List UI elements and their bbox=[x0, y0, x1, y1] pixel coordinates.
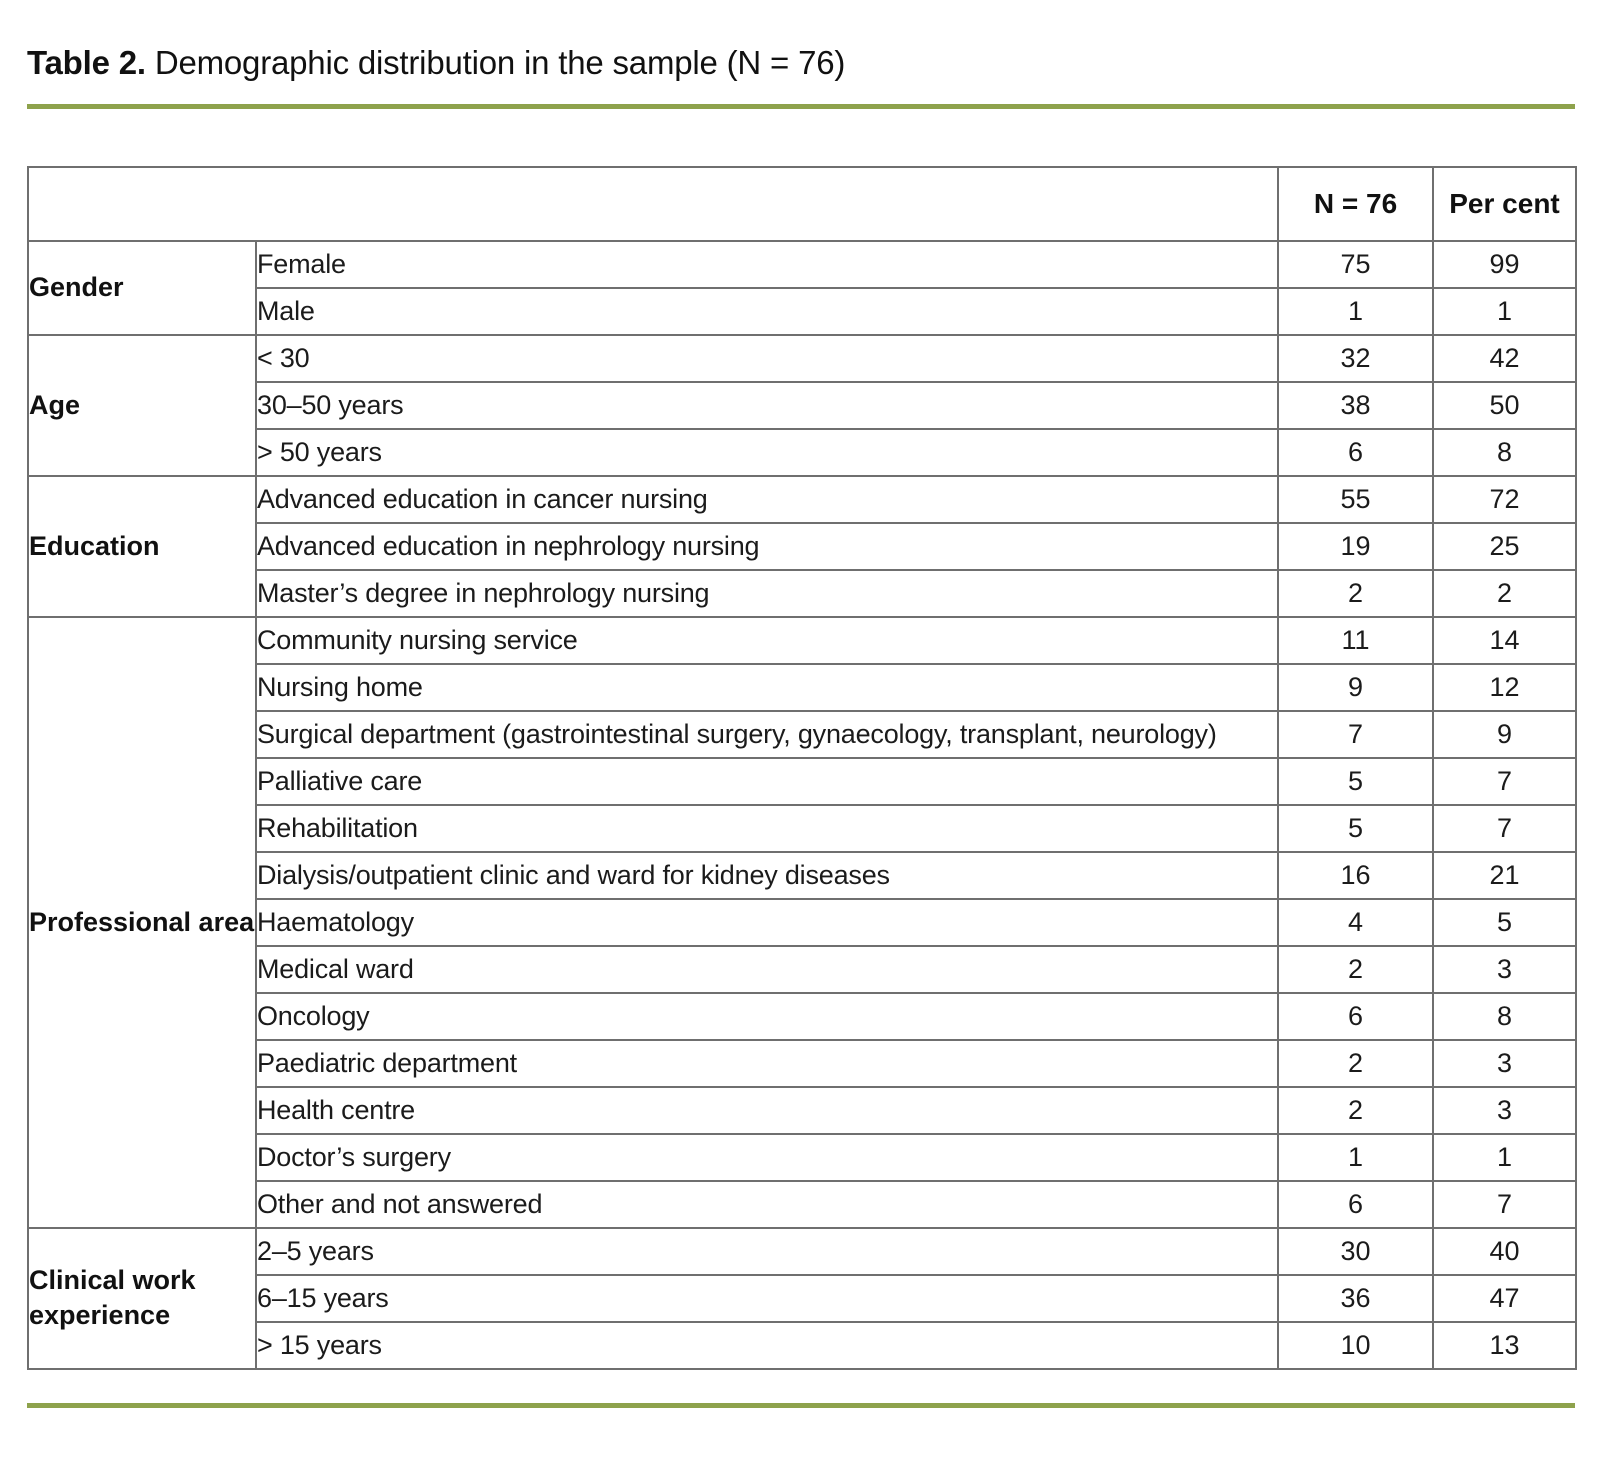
n-value-cell: 2 bbox=[1278, 570, 1433, 617]
row-label-cell: Oncology bbox=[256, 993, 1278, 1040]
table-header-row bbox=[28, 167, 1576, 241]
table-row bbox=[28, 1228, 1576, 1275]
table-title bbox=[27, 44, 1573, 82]
table-row bbox=[28, 899, 1576, 946]
n-value-cell: 6 bbox=[1278, 993, 1433, 1040]
row-label-cell: > 50 years bbox=[256, 429, 1278, 476]
table-row bbox=[28, 1087, 1576, 1134]
percent-value-cell: 2 bbox=[1433, 570, 1576, 617]
header-empty-cell bbox=[28, 167, 1278, 241]
row-label-cell: Nursing home bbox=[256, 664, 1278, 711]
n-value-cell: 7 bbox=[1278, 711, 1433, 758]
table-row bbox=[28, 570, 1576, 617]
percent-value-cell: 50 bbox=[1433, 382, 1576, 429]
n-value-cell: 2 bbox=[1278, 946, 1433, 993]
percent-value-cell: 99 bbox=[1433, 241, 1576, 288]
table-title-label: Table 2. bbox=[27, 44, 146, 81]
percent-value-cell: 25 bbox=[1433, 523, 1576, 570]
table-row bbox=[28, 805, 1576, 852]
bottom-accent-rule bbox=[27, 1403, 1575, 1408]
table-row bbox=[28, 335, 1576, 382]
row-label-cell: 30–50 years bbox=[256, 382, 1278, 429]
percent-value-cell: 12 bbox=[1433, 664, 1576, 711]
top-accent-rule bbox=[27, 104, 1575, 109]
row-label-cell: Surgical department (gastrointestinal surgery, gynaecology, transplant, neurology) bbox=[256, 711, 1278, 758]
category-cell: Education bbox=[28, 476, 256, 617]
percent-value-cell: 42 bbox=[1433, 335, 1576, 382]
n-value-cell: 9 bbox=[1278, 664, 1433, 711]
row-label-cell: Community nursing service bbox=[256, 617, 1278, 664]
percent-value-cell: 8 bbox=[1433, 993, 1576, 1040]
row-label-cell: > 15 years bbox=[256, 1322, 1278, 1369]
row-label-cell: Other and not answered bbox=[256, 1181, 1278, 1228]
percent-value-cell: 9 bbox=[1433, 711, 1576, 758]
category-cell: Professional area bbox=[28, 617, 256, 1228]
page bbox=[0, 44, 1600, 1408]
percent-value-cell: 72 bbox=[1433, 476, 1576, 523]
percent-value-cell: 1 bbox=[1433, 1134, 1576, 1181]
row-label-cell: 6–15 years bbox=[256, 1275, 1278, 1322]
percent-value-cell: 7 bbox=[1433, 805, 1576, 852]
table-row bbox=[28, 1134, 1576, 1181]
row-label-cell: Male bbox=[256, 288, 1278, 335]
column-header-n: N = 76 bbox=[1278, 167, 1433, 241]
percent-value-cell: 5 bbox=[1433, 899, 1576, 946]
percent-value-cell: 47 bbox=[1433, 1275, 1576, 1322]
percent-value-cell: 3 bbox=[1433, 946, 1576, 993]
category-cell: Clinical work experience bbox=[28, 1228, 256, 1369]
n-value-cell: 11 bbox=[1278, 617, 1433, 664]
column-header-percent: Per cent bbox=[1433, 167, 1576, 241]
percent-value-cell: 7 bbox=[1433, 1181, 1576, 1228]
table-row bbox=[28, 664, 1576, 711]
n-value-cell: 16 bbox=[1278, 852, 1433, 899]
table-title-text: Demographic distribution in the sample (N = 76) bbox=[154, 44, 846, 81]
table-row bbox=[28, 852, 1576, 899]
table-row bbox=[28, 429, 1576, 476]
table-row bbox=[28, 241, 1576, 288]
row-label-cell: Master’s degree in nephrology nursing bbox=[256, 570, 1278, 617]
n-value-cell: 5 bbox=[1278, 758, 1433, 805]
table-row bbox=[28, 711, 1576, 758]
table-row bbox=[28, 1322, 1576, 1369]
row-label-cell: Female bbox=[256, 241, 1278, 288]
n-value-cell: 36 bbox=[1278, 1275, 1433, 1322]
row-label-cell: Health centre bbox=[256, 1087, 1278, 1134]
percent-value-cell: 40 bbox=[1433, 1228, 1576, 1275]
table-row bbox=[28, 617, 1576, 664]
row-label-cell: Medical ward bbox=[256, 946, 1278, 993]
row-label-cell: 2–5 years bbox=[256, 1228, 1278, 1275]
table-row bbox=[28, 1040, 1576, 1087]
n-value-cell: 6 bbox=[1278, 429, 1433, 476]
row-label-cell: Paediatric department bbox=[256, 1040, 1278, 1087]
n-value-cell: 2 bbox=[1278, 1087, 1433, 1134]
table-row bbox=[28, 288, 1576, 335]
row-label-cell: Advanced education in cancer nursing bbox=[256, 476, 1278, 523]
percent-value-cell: 13 bbox=[1433, 1322, 1576, 1369]
n-value-cell: 2 bbox=[1278, 1040, 1433, 1087]
table-row bbox=[28, 1181, 1576, 1228]
n-value-cell: 1 bbox=[1278, 288, 1433, 335]
percent-value-cell: 14 bbox=[1433, 617, 1576, 664]
n-value-cell: 55 bbox=[1278, 476, 1433, 523]
n-value-cell: 32 bbox=[1278, 335, 1433, 382]
table-row bbox=[28, 946, 1576, 993]
n-value-cell: 5 bbox=[1278, 805, 1433, 852]
n-value-cell: 19 bbox=[1278, 523, 1433, 570]
n-value-cell: 30 bbox=[1278, 1228, 1433, 1275]
table-row bbox=[28, 382, 1576, 429]
demographics-table bbox=[27, 166, 1577, 1370]
table-row bbox=[28, 476, 1576, 523]
n-value-cell: 6 bbox=[1278, 1181, 1433, 1228]
table-row bbox=[28, 523, 1576, 570]
n-value-cell: 1 bbox=[1278, 1134, 1433, 1181]
n-value-cell: 75 bbox=[1278, 241, 1433, 288]
category-cell: Age bbox=[28, 335, 256, 476]
n-value-cell: 38 bbox=[1278, 382, 1433, 429]
row-label-cell: Dialysis/outpatient clinic and ward for kidney diseases bbox=[256, 852, 1278, 899]
row-label-cell: Haematology bbox=[256, 899, 1278, 946]
table-row bbox=[28, 993, 1576, 1040]
percent-value-cell: 8 bbox=[1433, 429, 1576, 476]
percent-value-cell: 1 bbox=[1433, 288, 1576, 335]
n-value-cell: 10 bbox=[1278, 1322, 1433, 1369]
row-label-cell: Rehabilitation bbox=[256, 805, 1278, 852]
n-value-cell: 4 bbox=[1278, 899, 1433, 946]
percent-value-cell: 7 bbox=[1433, 758, 1576, 805]
table-row bbox=[28, 1275, 1576, 1322]
category-cell: Gender bbox=[28, 241, 256, 335]
row-label-cell: Doctor’s surgery bbox=[256, 1134, 1278, 1181]
table-row bbox=[28, 758, 1576, 805]
percent-value-cell: 3 bbox=[1433, 1040, 1576, 1087]
row-label-cell: < 30 bbox=[256, 335, 1278, 382]
percent-value-cell: 21 bbox=[1433, 852, 1576, 899]
row-label-cell: Palliative care bbox=[256, 758, 1278, 805]
percent-value-cell: 3 bbox=[1433, 1087, 1576, 1134]
row-label-cell: Advanced education in nephrology nursing bbox=[256, 523, 1278, 570]
